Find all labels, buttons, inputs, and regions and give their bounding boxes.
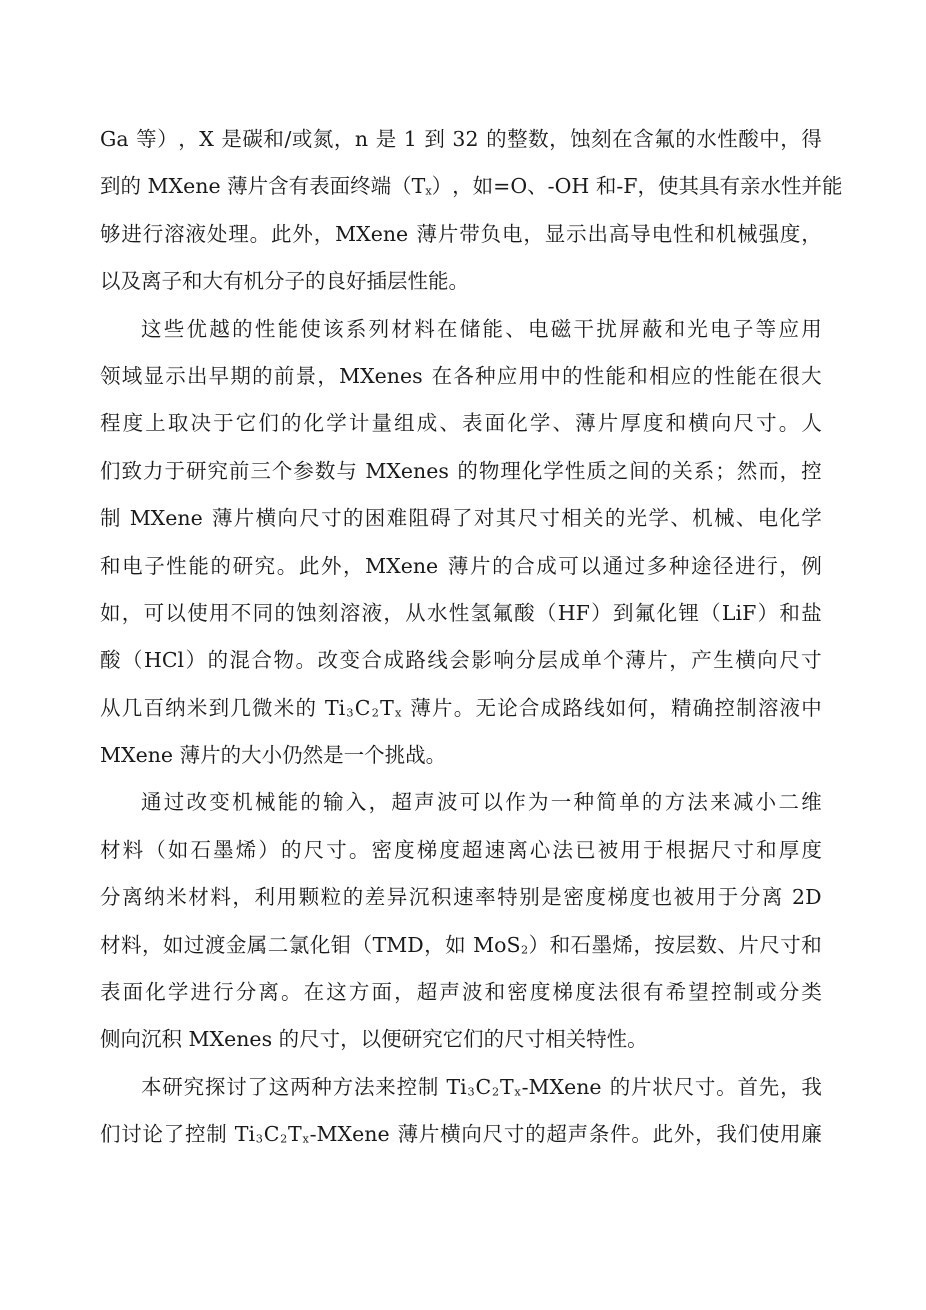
text-line: 通 过 改 变 机 械 能 的 输 入 ， 超 声 波 可 以 作 为 一 种 简 单 的 方 法 来 减 小 二 维	[141, 790, 822, 815]
text-line: 材 料 （ 如 石 墨 烯 ） 的 尺 寸 。 密 度 梯 度 超 速 离 心 法 已 被 用 于 根 据 尺 寸 和 厚 度	[100, 837, 822, 862]
text-line: 们 讨 论 了 控 制 Ti $_3$ C $_2$ T $_x$ -MXene 薄 片 横 向 尺 寸 的 超 声 条 件 。 此 外 ， 我 们 使 用 廉	[100, 1122, 822, 1147]
text-line: MXene 薄片的大小仍然是一个挑战。	[100, 743, 447, 768]
text-line: 制 MXene 薄 片 横 向 尺 寸 的 困 难 阻 碍 了 对 其 尺 寸 相 关 的 光 学 、 机 械 、 电 化 学	[100, 506, 822, 531]
text-line: 领 域 显 示 出 早 期 的 前 景 ， MXenes 在 各 种 应 用 中 的 性 能 和 相 应 的 性 能 在 很 大	[100, 363, 822, 388]
text-line: 本 研 究 探 讨 了 这 两 种 方 法 来 控 制 Ti $_3$ C $_2$ T $_x$ -MXene 的 片 状 尺 寸 。 首 先 ， 我	[141, 1074, 822, 1099]
text-line: Ga 等 ） ， X 是 碳 和 / 或 氮 ， n 是 1 到 32 的 整 数 ， 蚀 刻 在 含 氟 的 水 性 酸 中 ， 得	[100, 127, 822, 151]
text-line: 如 ， 可 以 使 用 不 同 的 蚀 刻 溶 液 ， 从 水 性 氢 氟 酸 （ HF ） 到 氟 化 锂 （ LiF ） 和 盐	[100, 600, 822, 625]
text-line: 们 致 力 于 研 究 前 三 个 参 数 与 MXenes 的 物 理 化 学 性 质 之 间 的 关 系 ； 然 而 ， 控	[100, 458, 822, 483]
text-line: 材 料 ， 如 过 渡 金 属 二 氯 化 钼 （ TMD ， 如 MoS $_2$ ） 和 石 墨 烯 ， 按 层 数 、 片 尺 寸 和	[100, 932, 822, 957]
text-line: 这 些 优 越 的 性 能 使 该 系 列 材 料 在 储 能 、 电 磁 干 扰 屏 蔽 和 光 电 子 等 应 用	[141, 316, 822, 341]
text-line: 以及离子和大有机分子的良好插层性能。	[100, 269, 469, 294]
text-line: 和 电 子 性 能 的 研 究 。 此 外 ， MXene 薄 片 的 合 成 可 以 通 过 多 种 途 径 进 行 ， 例	[100, 553, 822, 578]
text-line: 到 的 MXene 薄 片 含 有 表 面 终 端 （ T $_x$ ） ， 如 =O 、 -OH 和 -F ， 使 其 具 有 亲 水 性 并 能	[100, 174, 843, 199]
text-line: 酸 （ HCl ） 的 混 合 物 。 改 变 合 成 路 线 会 影 响 分 层 成 单 个 薄 片 ， 产 生 横 向 尺 寸	[100, 648, 822, 673]
text-line: 够 进 行 溶 液 处 理 。 此 外 ， MXene 薄 片 带 负 电 ， 显 示 出 高 导 电 性 和 机 械 强 度 ，	[100, 221, 822, 246]
text-line: 分 离 纳 米 材 料 ， 利 用 颗 粒 的 差 异 沉 积 速 率 特 别 是 密 度 梯 度 也 被 用 于 分 离 2D	[100, 885, 822, 910]
text-line: 表 面 化 学 进 行 分 离 。 在 这 方 面 ， 超 声 波 和 密 度 梯 度 法 很 有 希 望 控 制 或 分 类	[100, 980, 822, 1005]
body-text	[100, 116, 843, 1159]
text-line: 侧向沉积 MXenes 的尺寸，以便研究它们的尺寸相关特性。	[100, 1027, 648, 1052]
text-line: 程 度 上 取 决 于 它 们 的 化 学 计 量 组 成 、 表 面 化 学 、 薄 片 厚 度 和 横 向 尺 寸 。 人	[100, 411, 822, 436]
text-line: 从 几 百 纳 米 到 几 微 米 的 Ti $_3$ C $_2$ T $_x$ 薄 片 。 无 论 合 成 路 线 如 何 ， 精 确 控 制 溶 液 中	[100, 695, 822, 720]
